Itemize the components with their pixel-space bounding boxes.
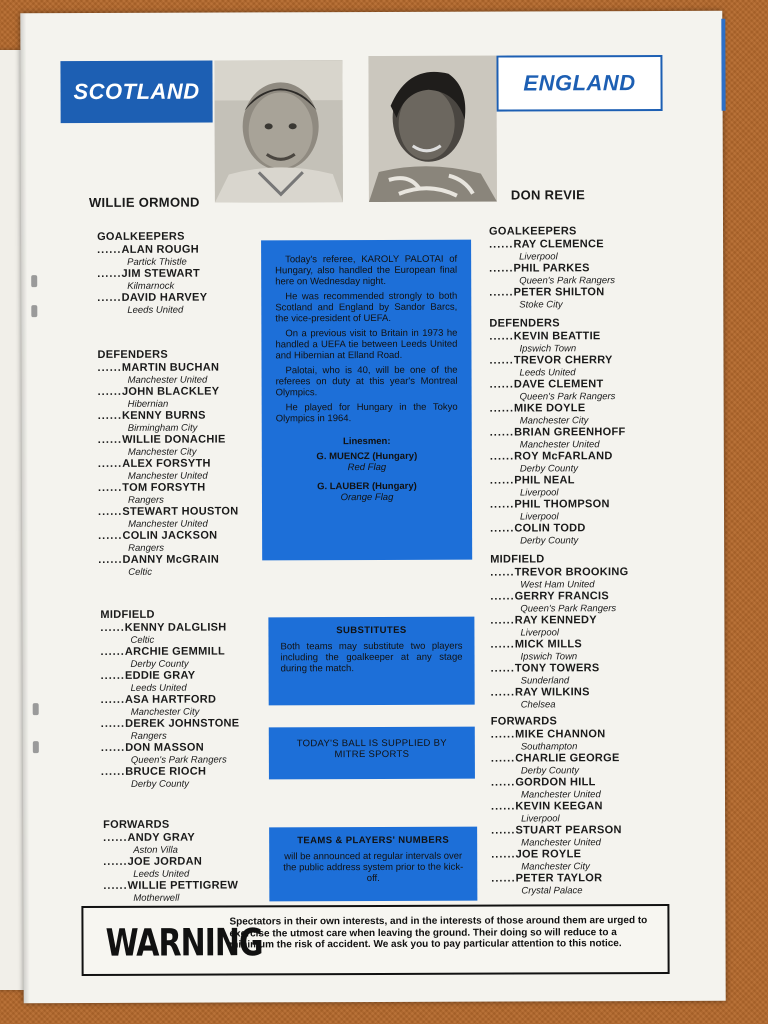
player-club: Crystal Palace — [521, 885, 583, 897]
player-name: KEVIN BEATTIE — [513, 330, 601, 343]
player-entry: ......RAY CLEMENCE Liverpool — [489, 238, 615, 262]
player-name: PHIL PARKES — [513, 262, 590, 275]
player-club: Kilmarnock — [127, 280, 175, 292]
player-name: PHIL NEAL — [514, 474, 575, 487]
section-heading: FORWARDS — [103, 818, 170, 831]
warning-heading: WARNING — [105, 921, 263, 966]
staple — [33, 703, 39, 715]
player-entry: ......BRIAN GREENHOFF Manchester United — [489, 426, 626, 451]
player-entry: ......MARTIN BUCHAN Manchester United — [97, 361, 238, 385]
player-club: Manchester United — [127, 470, 208, 482]
player-entry: ......WILLIE PETTIGREW Motherwell — [103, 879, 239, 904]
player-name: DAVE CLEMENT — [513, 378, 604, 391]
player-entry: ......COLIN TODD Derby County — [490, 522, 626, 546]
player-name: KENNY DALGLISH — [124, 621, 227, 634]
player-name: JOE JORDAN — [127, 855, 203, 868]
warning-text: Spectators in their own interests, and in the interests of those around them are urged to exercise the utmost care when leaving the ground. Their doing so will reduce to a minimum the risk of accident. We ask you to pay particular attention to this notice. — [229, 915, 648, 951]
player-entry: ......CHARLIE GEORGE Derby County — [490, 752, 620, 777]
player-name: CHARLIE GEORGE — [515, 752, 620, 765]
referee-paragraph: On a previous visit to Britain in 1973 he handled a UEFA tie between Leeds United and Hibernian at Elland Road. — [275, 327, 458, 362]
player-club: Derby County — [519, 463, 578, 475]
player-name: BRIAN GREENHOFF — [514, 426, 626, 439]
player-entry: ......ANDY GRAY Aston Villa — [103, 831, 238, 855]
player-name: STEWART HOUSTON — [122, 505, 239, 518]
substitutes-title: SUBSTITUTES — [336, 624, 407, 637]
player-entry: ......DEREK JOHNSTONE Rangers — [100, 717, 240, 742]
player-entry: ......MIKE DOYLE Manchester City — [490, 402, 626, 426]
substitutes-text: Both teams may substitute two players including the goalkeeper at any stage during the match. — [280, 640, 463, 675]
player-club: Manchester United — [521, 837, 601, 849]
referee-paragraph: He was recommended strongly to both Scotland and England by Sandor Barcs, the vice-president of UEFA. — [275, 290, 458, 325]
player-name: RAY WILKINS — [514, 686, 590, 699]
player-entry: ......GERRY FRANCIS Queen's Park Rangers — [490, 590, 628, 614]
england-defenders — [489, 317, 626, 546]
player-name: PHIL THOMPSON — [514, 498, 610, 511]
section-heading: MIDFIELD — [100, 608, 155, 621]
player-name: MIKE DOYLE — [513, 402, 586, 415]
player-name: TREVOR CHERRY — [513, 354, 613, 367]
team-numbers-panel — [269, 827, 477, 902]
player-entry: ......MIKE CHANNON Southampton — [491, 728, 622, 752]
scotland-midfield — [100, 608, 239, 789]
player-entry: ......TOM FORSYTH Rangers — [98, 481, 239, 505]
player-name: ALAN ROUGH — [121, 243, 200, 256]
section-heading: DEFENDERS — [489, 317, 560, 330]
player-entry: ......KEVIN KEEGAN Liverpool — [491, 800, 622, 824]
player-club: Leeds United — [519, 367, 576, 379]
warning-notice — [81, 904, 669, 976]
england-forwards — [491, 715, 622, 896]
player-entry: ......KENNY DALGLISH Celtic — [100, 621, 239, 645]
staple — [31, 275, 37, 287]
player-club: Hibernian — [127, 398, 169, 410]
player-club: Liverpool — [521, 813, 560, 825]
player-club: Stoke City — [519, 299, 563, 311]
scotland-defenders — [97, 348, 238, 577]
linesmen-heading: Linesmen: — [342, 435, 391, 448]
player-entry: ......ROY McFARLAND Derby County — [490, 450, 626, 474]
player-club: Leeds United — [130, 682, 187, 694]
player-entry: ......WILLIE DONACHIE Manchester City — [98, 433, 239, 457]
player-name: TOM FORSYTH — [122, 481, 206, 494]
player-entry: ......RAY WILKINS Chelsea — [491, 686, 629, 710]
player-entry: ......DON MASSON Queen's Park Rangers — [101, 741, 240, 765]
referee-paragraph: He played for Hungary in the Tokyo Olympics in 1964. — [275, 401, 458, 425]
player-club: Manchester City — [127, 446, 197, 458]
player-club: Rangers — [128, 542, 165, 554]
player-club: Manchester City — [130, 706, 200, 718]
linesman-name: G. LAUBER (Hungary) — [317, 480, 417, 493]
player-name: JIM STEWART — [121, 267, 201, 280]
player-club: Liverpool — [519, 487, 559, 499]
player-name: EDDIE GRAY — [124, 669, 196, 682]
scotland-manager-name: WILLIE ORMOND — [88, 194, 200, 210]
player-entry: ......KEVIN BEATTIE Ipswich Town — [489, 330, 625, 354]
player-name: KEVIN KEEGAN — [515, 800, 603, 813]
player-name: PETER SHILTON — [513, 286, 605, 299]
scotland-goalkeepers — [97, 231, 207, 316]
player-club: Ipswich Town — [520, 651, 578, 663]
player-name: BRUCE RIOCH — [125, 765, 207, 778]
programme-page — [20, 11, 725, 1003]
player-entry: ......MICK MILLS Ipswich Town — [490, 638, 628, 662]
player-name: ALEX FORSYTH — [122, 457, 211, 470]
england-midfield — [490, 553, 629, 710]
player-club: Rangers — [130, 730, 167, 742]
player-name: STUART PEARSON — [515, 824, 622, 837]
player-club: Manchester United — [519, 439, 600, 451]
player-club: Queen's Park Rangers — [520, 603, 617, 615]
player-entry: ......STEWART HOUSTON Manchester United — [97, 505, 239, 530]
player-entry: ......RAY KENNEDY Liverpool — [490, 614, 628, 638]
player-entry: ......JIM STEWART Kilmarnock — [97, 268, 207, 292]
player-entry: ......JOHN BLACKLEY Hibernian — [98, 385, 239, 409]
player-name: COLIN JACKSON — [122, 529, 218, 542]
player-name: ASA HARTFORD — [124, 693, 217, 706]
player-entry: ......ASA HARTFORD Manchester City — [101, 693, 240, 717]
england-goalkeepers — [489, 225, 615, 310]
section-heading: GOALKEEPERS — [97, 230, 185, 243]
player-club: Rangers — [127, 494, 164, 506]
player-club: Celtic — [128, 566, 153, 578]
england-title: ENGLAND — [496, 55, 662, 112]
player-name: GORDON HILL — [515, 776, 596, 789]
player-name: WILLIE DONACHIE — [122, 433, 226, 446]
team-numbers-title: TEAMS & PLAYERS' NUMBERS — [297, 834, 450, 847]
player-entry: ......PETER TAYLOR Crystal Palace — [491, 872, 622, 896]
player-name: GERRY FRANCIS — [514, 590, 610, 603]
player-name: RAY KENNEDY — [514, 614, 597, 627]
section-heading: FORWARDS — [490, 715, 558, 728]
player-entry: ......GORDON HILL Manchester United — [491, 776, 622, 800]
match-ball-text: TODAY'S BALL IS SUPPLIED BY MITRE SPORTS — [296, 737, 447, 761]
player-entry: ......DANNY McGRAIN Celtic — [98, 553, 239, 577]
player-name: DANNY McGRAIN — [122, 553, 220, 566]
linesman-flag: Red Flag — [347, 461, 387, 474]
england-manager-photo — [368, 56, 497, 202]
player-entry: ......BRUCE RIOCH Derby County — [101, 765, 240, 789]
player-entry: ......PHIL NEAL Liverpool — [490, 474, 626, 498]
england-manager-name: DON REVIE — [510, 187, 586, 203]
player-club: Liverpool — [519, 251, 558, 263]
player-name: TONY TOWERS — [514, 662, 600, 675]
scotland-forwards — [103, 818, 238, 903]
player-name: MICK MILLS — [514, 638, 583, 651]
referee-paragraph: Palotai, who is 40, will be one of the referees on duty at this year's Montreal Olympics. — [275, 364, 458, 399]
player-club: Ipswich Town — [519, 343, 577, 355]
player-club: Aston Villa — [133, 844, 178, 856]
team-numbers-text: will be announced at regular intervals over the public address system prior to the kick-off. — [283, 850, 464, 885]
match-ball-panel — [269, 727, 475, 780]
linesman-name: G. MUENCZ (Hungary) — [316, 450, 418, 463]
player-name: MARTIN BUCHAN — [121, 361, 220, 374]
player-club: Manchester United — [127, 374, 208, 386]
player-club: Derby County — [520, 535, 579, 547]
player-name: MIKE CHANNON — [515, 728, 606, 741]
player-name: RAY CLEMENCE — [513, 238, 604, 251]
player-club: Manchester City — [519, 415, 589, 427]
player-club: Manchester United — [520, 789, 601, 801]
player-name: ROY McFARLAND — [514, 450, 613, 463]
player-club: Motherwell — [133, 892, 180, 904]
player-club: Birmingham City — [127, 422, 198, 434]
referee-paragraph: Today's referee, KAROLY PALOTAI of Hungary, also handled the European final here on Wednesday night. — [275, 253, 458, 288]
referee-info-panel — [261, 240, 472, 561]
scotland-title: SCOTLAND — [60, 61, 212, 124]
player-name: DAVID HARVEY — [121, 291, 208, 304]
player-club: Chelsea — [520, 699, 556, 711]
player-club: Manchester United — [128, 518, 208, 530]
player-name: TREVOR BROOKING — [514, 566, 629, 579]
player-entry: ......TREVOR CHERRY Leeds United — [489, 354, 625, 378]
staple — [31, 305, 37, 317]
player-name: DON MASSON — [125, 741, 204, 754]
player-entry: ......STUART PEARSON Manchester United — [491, 824, 622, 849]
player-name: DEREK JOHNSTONE — [125, 717, 240, 730]
player-entry: ......PHIL PARKES Queen's Park Rangers — [489, 262, 616, 287]
player-club: Southampton — [520, 741, 578, 753]
player-club: Derby County — [520, 765, 580, 777]
player-club: Manchester City — [521, 861, 590, 873]
player-entry: ......PETER SHILTON Stoke City — [489, 286, 615, 310]
player-club: Queen's Park Rangers — [519, 391, 616, 403]
substitutes-panel — [268, 617, 474, 706]
section-heading: GOALKEEPERS — [489, 225, 577, 238]
player-entry: ......KENNY BURNS Birmingham City — [98, 409, 239, 433]
page-edge-blue-mark — [721, 19, 725, 111]
player-entry: ......ARCHIE GEMMILL Derby County — [100, 645, 239, 669]
player-entry: ......DAVE CLEMENT Queen's Park Rangers — [490, 378, 626, 402]
player-name: JOE ROYLE — [515, 848, 582, 861]
player-entry: ......EDDIE GRAY Leeds United — [101, 669, 240, 693]
player-club: Leeds United — [127, 304, 184, 316]
section-heading: MIDFIELD — [490, 553, 545, 566]
player-name: JOHN BLACKLEY — [121, 385, 220, 398]
player-entry: ......COLIN JACKSON Rangers — [98, 529, 239, 553]
player-club: West Ham United — [520, 579, 595, 591]
linesman-flag: Orange Flag — [340, 491, 394, 504]
player-entry: ......ALAN ROUGH Partick Thistle — [97, 244, 207, 268]
player-club: Queen's Park Rangers — [130, 754, 227, 766]
player-entry: ......DAVID HARVEY Leeds United — [97, 291, 208, 316]
staple — [33, 741, 39, 753]
player-club: Queen's Park Rangers — [519, 275, 616, 287]
player-name: WILLIE PETTIGREW — [127, 879, 239, 892]
player-name: ANDY GRAY — [127, 831, 196, 844]
player-club: Sunderland — [520, 675, 570, 687]
player-name: PETER TAYLOR — [515, 872, 603, 885]
player-entry: ......ALEX FORSYTH Manchester United — [98, 457, 239, 481]
section-heading: DEFENDERS — [97, 348, 169, 361]
player-name: COLIN TODD — [514, 522, 586, 535]
player-entry: ......JOE JORDAN Leeds United — [103, 855, 238, 879]
player-entry: ......PHIL THOMPSON Liverpool — [490, 498, 626, 522]
player-club: Leeds United — [133, 868, 190, 880]
player-entry: ......JOE ROYLE Manchester City — [491, 848, 622, 872]
player-club: Celtic — [130, 634, 155, 646]
player-entry: ......TONY TOWERS Sunderland — [491, 662, 629, 686]
player-entry: ......TREVOR BROOKING West Ham United — [490, 566, 629, 591]
player-name: KENNY BURNS — [122, 409, 206, 422]
player-club: Partick Thistle — [127, 256, 187, 268]
scotland-manager-photo — [214, 60, 342, 202]
player-club: Derby County — [130, 778, 190, 790]
player-club: Liverpool — [520, 511, 559, 523]
player-club: Liverpool — [520, 627, 560, 639]
player-club: Derby County — [130, 658, 189, 670]
player-name: ARCHIE GEMMILL — [124, 645, 226, 658]
